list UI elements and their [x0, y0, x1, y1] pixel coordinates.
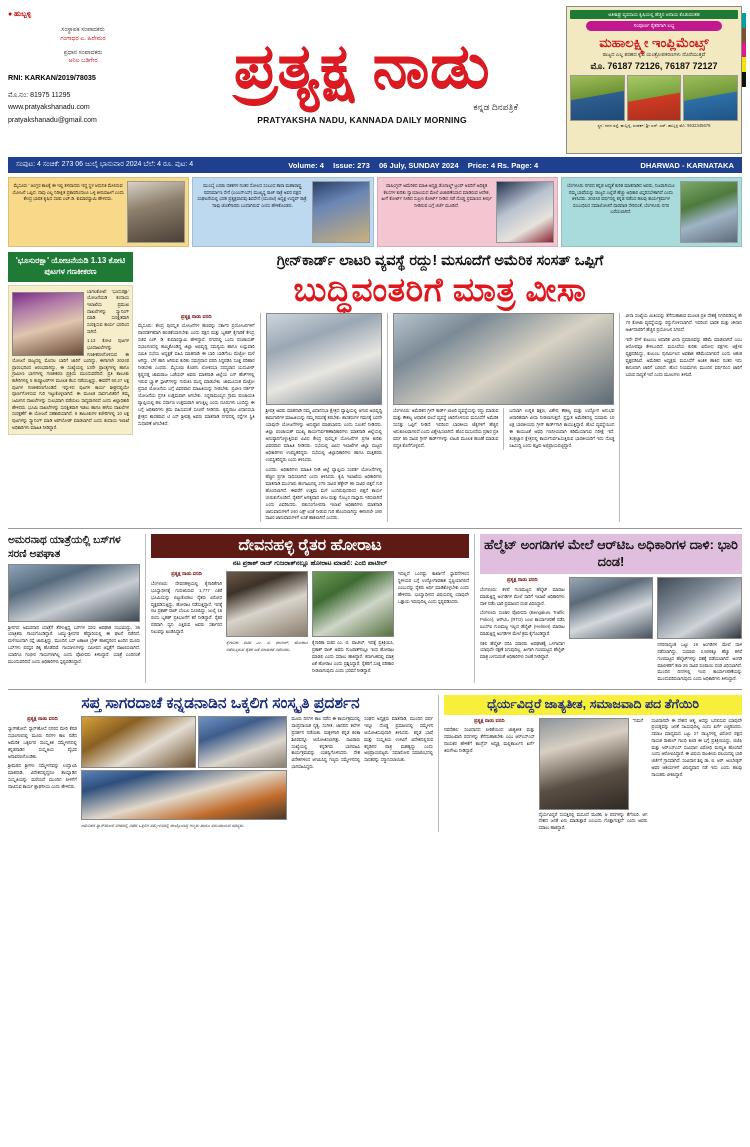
- amarnath-headline: ಅಮರನಾಥ ಯಾತ್ರೆಯಲ್ಲಿ ಬಸ್‌ಗಳ ಸರಣಿ ಅಪಘಾತ: [8, 534, 121, 560]
- kharge-col1-b: "ನಿಮಗೆ ಧೈರ್ಯವಿದ್ದರೆ ಸಂಸತ್ತಿನಲ್ಲಿ ಮಸೂದೆ ಮಂಡಿಸಿ ಆ ಪದಗಳನ್ನು ತೆಗೆಯಿರಿ. ಆಗ ದೇಶದ ಜನತೆ ಏನು ಮಾಡುತ್ತಾರೆ ಎಂಬುದು ಗೊತ್ತಾಗುತ್ತದೆ" ಎಂದು ಅವರು ಸವಾಲು ಹಾಕಿದ್ದಾರೆ.: [538, 717, 648, 831]
- okkaliga-col1-a: ಸ್ಯಾನ್‌ಹೋಸೆ: ಸ್ಯಾನ್‌ಹೋಸೆ ನಗರದ ಮೇರಿ ಕೆನಡ ಸಭಾಂಗಣದಲ್ಲಿ ಮೂರು ದಿನಗಳ ಕಾಲ ನಡೆದ ಅಮೆರಿಕ ಒಕ್ಕಲಿಗರ ಸಾಂಸ್ಕೃತಿಕ ಸಮ್ಮೇಳನದಲ್ಲಿ ಕನ್ನಡನಾಡಿನ ಸಂಸ್ಕೃತಿಯ ವೈಭವ ಅನಾವರಣಗೊಂಡಿತು.: [8, 726, 77, 759]
- contact-phone: ಮೊ.ನಂ: 81975 11295: [8, 92, 71, 100]
- issue-info-english: [288, 161, 545, 170]
- edition-city: ● ಹುಬ್ಬಳ್ಳಿ: [8, 11, 32, 18]
- column-divider: [619, 313, 620, 522]
- kharge-col1-a: ನವದೆಹಲಿ: ಸಂವಿಧಾನದ ಪೀಠಿಕೆಯಿಂದ ಜಾತ್ಯತೀತ ಮತ್ತು ಸಮಾಜವಾದಿ ಪದಗಳನ್ನು ತೆಗೆದುಹಾಕಬೇಕು ಎಂಬ ಆರ್‌ಎಸ್‌ಎಸ್ ನಾಯಕರ ಹೇಳಿಕೆಗೆ ಕಾಂಗ್ರೆಸ್ ಅಧ್ಯಕ್ಷ ಮಲ್ಲಿಕಾರ್ಜುನ ಖರ್ಗೆ ತಿರುಗೇಟು ನೀಡಿದ್ದಾರೆ.: [444, 727, 535, 753]
- issue-info-bar: [8, 157, 742, 173]
- kharge-byline: ಪ್ರತ್ಯಕ್ಷ ನಾಡು ವರದಿ: [473, 717, 505, 724]
- masthead-publisher-info: [8, 6, 158, 154]
- story-okkaliga-culture: [8, 695, 433, 832]
- teaser-item-1[interactable]: [8, 177, 189, 247]
- devanahalli-column-1: [151, 571, 222, 674]
- lead-photo-meeting-hall: [393, 313, 614, 405]
- issue-info-kannada: ಸಂಪುಟ: 4 ಸಂಚಿಕೆ: 273 06 ಜುಲೈ ಭಾನುವಾರ 2024 ಬೆಲೆ: 4 ರೂ. ಪುಟ: 4: [16, 161, 194, 168]
- helmet-col1-b: ಬೆಂಗಳೂರು ಸಂಚಾರ ಪೊಲೀಸರು (Bengaluru Traffic Police), ಆರ್‌ಟಿಒ (RTO) ಜಂಟಿ ಕಾರ್ಯಾಚರಣೆ ನಡೆಸಿ ಐಎಸ್‌ಐ ಗುಣಮಟ್ಟ ಇಲ್ಲದ ಹೆಲ್ಮೆಟ್ (Helmet) ಮಾರಾಟ ಮಾಡುತ್ತಿದ್ದ ಅಂಗಡಿಗಳ ಮೇಲೆ ಕ್ರಮ ಕೈಗೊಂಡಿದ್ದಾರೆ.: [480, 610, 565, 636]
- lead-column-4: [625, 313, 742, 522]
- column-divider: [387, 313, 388, 522]
- teaser-strip: [8, 177, 742, 247]
- story-devanahalli-farmers: [151, 534, 469, 682]
- product-photo-trailer: [683, 75, 738, 121]
- helmet-column-2: [569, 577, 654, 683]
- rni-number: RNI: KARKAN/2019/78035: [8, 72, 96, 82]
- kharge-headline: ಧೈರ್ಯವಿದ್ದರೆ ಜಾತ್ಯತೀತ, ಸಮಾಜವಾದಿ ಪದ ತೆಗೆಯಿರಿ: [444, 695, 742, 715]
- lead-col2-text-a: ಶ್ರೀಪತ್ರ ಅವರು ಮಾತನಾಡಿ ನಮ್ಮ ವಿಧಾನಸಭಾ ಕ್ಷೇತ್ರದ ವ್ಯಾಪ್ತಿಯಲ್ಲಿ ಆಗುವ ಅಭಿವೃದ್ಧಿ ಕಾಮಗಾರಿಗಳ ಮಾಹಿತಿಯನ್ನು ನಮ್ಮ ಗಮನಕ್ಕೆ ತರಬೇಕು. ಶಾಸಕರುಗಳ ಗಮನಕ್ಕೆ ಬರದೇ ಯಾವುದೇ ಯೋಜನೆಗಳನ್ನು ಅನುಷ್ಠಾನ ಮಾಡಬಾರದು ಎಂದು ಸೂಚನೆ ನೀಡಿದರು. ಜಿಲ್ಲಾ ಪಂಚಾಯತ್ ಮುಖ್ಯ ಕಾರ್ಯನಿರ್ವಹಣಾಧಿಕಾರಿಗಳು ಮಾತನಾಡಿ ಜಿಲ್ಲೆಯಲ್ಲಿ ಅನುಷ್ಠಾನಗೊಳ್ಳುತ್ತಿರುವ ವಿವಿಧ ಕೇಂದ್ರ ಪುರಸ್ಕೃತ ಯೋಜನೆಗಳ ಪ್ರಗತಿ ಕುರಿತು ವಿವರವಾದ ಮಾಹಿತಿ ನೀಡಿದರು. ಸಭೆಯಲ್ಲಿ ವಿವಿಧ ಇಲಾಖೆಗಳ ಜಿಲ್ಲಾ ಮಟ್ಟದ ಅಧಿಕಾರಿಗಳು ಉಪಸ್ಥಿತರಿದ್ದರು. ಸಭೆಯಲ್ಲಿ ಜಿಲ್ಲಾಧಿಕಾರಿಗಳು ಹಾಗೂ ಮತ್ತಿತರರು ಉಪಸ್ಥಿತರಿದ್ದರು ಎಂದು ತಿಳಿಸಿದರು.: [265, 408, 383, 462]
- devanahalli-column-3: [312, 571, 394, 674]
- collage-photo-group: [81, 770, 288, 820]
- okkaliga-column-1: [8, 716, 77, 830]
- okkaliga-column-2: [291, 716, 360, 830]
- product-photo-rotavator: [627, 75, 682, 121]
- ad-brand-name: ಮಹಾಲಕ್ಷ್ಮೀ ಇಂಪ್ಲಿಮೆಂಟ್ಸ್: [599, 35, 709, 50]
- sidebar-photo-official: [12, 292, 84, 356]
- okkaliga-col3-text: ಸಂಘದ ಅಧ್ಯಕ್ಷರು ಮಾತನಾಡಿ, ಮುಂದಿನ ವರ್ಷ ಇನ್ನೂ ದೊಡ್ಡ ಪ್ರಮಾಣದಲ್ಲಿ ಸಮ್ಮೇಳನ ಆಯೋಜಿಸುವುದಾಗಿ ತಿಳಿಸಿದರು. ಕನ್ನಡ ಭಾಷೆ ಮತ್ತು ಸಂಸ್ಕೃತಿಯ ಉಳಿವಿಗೆ ವಿದೇಶದಲ್ಲಿರುವ ಕನ್ನಡಿಗರ ಪಾತ್ರ ಮಹತ್ವದ್ದು ಎಂದು ಅಭಿಪ್ರಾಯಪಟ್ಟರು. ಸಮಾರೋಪ ಸಮಾರಂಭದಲ್ಲಿ ಸಾಧಕರನ್ನು ಸನ್ಮಾನಿಸಲಾಯಿತು.: [364, 716, 433, 763]
- kharge-portrait-photo: [539, 718, 629, 810]
- okkaliga-headline: ಸಪ್ತ ಸಾಗರದಾಚೆ ಕನ್ನಡನಾಡಿನ ಒಕ್ಕಲಿಗ ಸಂಸ್ಕೃತಿ ಪ್ರದರ್ಶನ: [81, 694, 360, 712]
- volume-label: Volume: 4: [288, 160, 324, 170]
- lead-section: [8, 252, 742, 522]
- teaser-photo-kumaraswamy: [127, 181, 185, 243]
- email-link[interactable]: pratyakshanadu@gmail.com: [8, 116, 97, 124]
- masthead: [8, 6, 742, 154]
- issue-label: Issue: 273: [333, 160, 370, 170]
- okkaliga-photo-collage: [81, 716, 288, 820]
- helmet-columns: [480, 577, 742, 683]
- lead-story: [138, 252, 742, 522]
- devanahalli-columns: [151, 571, 469, 674]
- helmet-column-3: [657, 577, 742, 683]
- section-divider: [145, 534, 146, 682]
- masthead-logo-block: [158, 6, 566, 154]
- story-amarnath-accident: [8, 534, 140, 682]
- amarnath-photo-buses: [8, 564, 140, 622]
- helmet-column-1: [480, 577, 565, 683]
- sidebar-body-box: [8, 285, 133, 436]
- helmet-col2-text: ನಗರದಾದ್ಯಂತ ಒಟ್ಟು 19 ಅಂಗಡಿಗಳ ಮೇಲೆ ದಾಳಿ ನಡೆಸಲಾಗಿದ್ದು, ಸುಮಾರು 2,500ಕ್ಕೂ ಹೆಚ್ಚು ಕಳಪೆ ಗುಣಮಟ್ಟದ ಹೆಲ್ಮೆಟ್‌ಗಳನ್ನು ವಶಕ್ಕೆ ಪಡೆಯಲಾಗಿದೆ. ಅಂಗಡಿ ಮಾಲೀಕರಿಗೆ ತಲಾ 25 ಸಾವಿರ ರೂಪಾಯಿ ದಂಡ ವಿಧಿಸಲಾಗಿದೆ. ಮುಂದಿನ ದಿನಗಳಲ್ಲಿ ಇಂಥ ಕಾರ್ಯಾಚರಣೆಯನ್ನು ಮುಂದುವರಿಸಲಾಗುವುದು ಎಂದು ಅಧಿಕಾರಿಗಳು ತಿಳಿಸಿದ್ದಾರೆ.: [657, 642, 743, 682]
- sidebar-body: 1.13 ಕೋಟಿ ಪುಟಗಳ ಭೂದಾಖಲೆಗಳನ್ನು ಗಣಕೀಕರಣಗೊಳಿಸುವ ಈ ಯೋಜನೆ ರಾಜ್ಯದಲ್ಲಿ ಮೊದಲ ಬಾರಿಗೆ ಜಾರಿಗೆ ಬಂದಿದ್ದು, ಈಗಾಗಲೇ 2024ರ ಪ್ರಾರಂಭದಿಂದ ಆರಂಭವಾಗಿದ್ದು, ಈ ಸಂಖ್ಯೆಯಲ್ಲಿ 13ನೇ ಪ್ರಾಂತ್ಯಗಳಲ್ಲಿ ಹಾಗೂ ಗ್ರಾಮೀಣ ಭಾಗಗಳಲ್ಲಿ ಗಣಕೀಕರಣ ಪ್ರಕ್ರಿಯೆ ಮುಂದುವರೆದಿದೆ. ಪ್ರತಿ ತಾಲೂಕು ಕಚೇರಿಗಳಲ್ಲಿ 5 ಕಂಪ್ಯೂಟರ್‌ಗಳ ಮೂಲಕ ಕೆಲಸ ನಡೆಯುತ್ತಿದ್ದು, ಈವರೆಗೆ 60.27 ಲಕ್ಷ ಪುಟಗಳ ಗಣಕೀಕರಣಗೊಂಡಿದೆ. ಇನ್ನುಳಿದ ಪುಟಗಳ ಕಾರ್ಯ ಶೀಘ್ರದಲ್ಲಿಯೇ ಪೂರ್ಣಗೊಳಿಸುವ ಗುರಿ ಇಟ್ಟುಕೊಳ್ಳಲಾಗಿದೆ. ಈ ಮೂಲಕ ಸಾರ್ವಜನಿಕರಿಗೆ ತಮ್ಮ ಜಮೀನಿನ ದಾಖಲೆಗಳನ್ನು ಸುಲಭವಾಗಿ ಪಡೆಯಲು ಸಾಧ್ಯವಾಗಲಿದೆ ಎಂದು ಜಿಲ್ಲಾಧಿಕಾರಿ ಹೇಳಿದರು. ಭೂಮಿ ದಾಖಲೆಗಳನ್ನು ಸುರಕ್ಷಿತವಾಗಿ ಇಡಲು ಹಾಗೂ ಹಳೆಯ ದಾಖಲೆಗಳ ಸಂರಕ್ಷಣೆಗೆ ಈ ಯೋಜನೆ ಸಹಕಾರಿಯಾಗಿದೆ. 9 ತಾಲೂಕುಗಳ ಕಚೇರಿಗಳಲ್ಲಿ 10 ಲಕ್ಷ ಪುಟಗಳನ್ನು ಸ್ಕ್ಯಾನಿಂಗ್ ಮಾಡಿ ಅಪ್‌ಲೋಡ್ ಮಾಡಲಾಗಿದೆ ಎಂದು ಕಂದಾಯ ಇಲಾಖೆ ಅಧಿಕಾರಿಗಳು ಮಾಹಿತಿ ನೀಡಿದ್ದಾರೆ.: [12, 338, 129, 430]
- story-helmet-raid: [480, 534, 742, 682]
- lead-col3-text-b: ಬದಲಾಗಿ ಉನ್ನತ ಶಿಕ್ಷಣ, ವಿಶೇಷ ಕೌಶಲ್ಯ ಮತ್ತು ಉದ್ಯೋಗ ಅನುಭವ ಆಧಾರಿತವಾಗಿ ವೀಸಾ ನೀಡಲಾಗುತ್ತದೆ. ಪ್ರಸ್ತುತ ಅಮೆರಿಕದಲ್ಲಿ ಸುಮಾರು 10 ಲಕ್ಷ ಭಾರತೀಯರು ಗ್ರೀನ್ ಕಾರ್ಡ್‌ಗಾಗಿ ಕಾಯುತ್ತಿದ್ದಾರೆ. ಹೊಸ ವ್ಯವಸ್ಥೆಯಿಂದ ಈ ಕಾಯುವಿಕೆ ಅವಧಿ ಗಣನೀಯವಾಗಿ ಕಡಿಮೆಯಾಗುವ ನಿರೀಕ್ಷೆ ಇದೆ. ತಂತ್ರಜ್ಞಾನ ಕ್ಷೇತ್ರದಲ್ಲಿ ಕಾರ್ಯನಿರ್ವಹಿಸುತ್ತಿರುವ ಭಾರತೀಯರಿಗೆ ಇದು ದೊಡ್ಡ ಸಿಹಿಸುದ್ದಿ ಎಂದು ತಜ್ಞರು ಅಭಿಪ್ರಾಯಪಟ್ಟಿದ್ದಾರೆ.: [509, 408, 615, 449]
- devanahalli-col1-text: ಬೆಂಗಳೂರು: ದೇವನಹಳ್ಳಿಯಲ್ಲಿ ಕೈಗಾರಿಕೆಗಾಗಿ ಭೂಸ್ವಾಧೀನಕ್ಕೆ ಗುರುತಿಸಿರುವ 1,777 ಎಕರೆ ಭೂಮಿಯನ್ನು ಬಿಟ್ಟುಕೊಡಲು ರೈತರು ವಿರೋಧ ವ್ಯಕ್ತಪಡಿಸುತ್ತಿದ್ದು, ಹೋರಾಟ ನಡೆಸುತ್ತಿದ್ದಾರೆ. ಇದಕ್ಕೆ ನಟ ಪ್ರಕಾಶ್ ರಾಜ್ ಬೆಂಬಲ ಸೂಚಿಸಿದ್ದು, ಜುಲೈ 15 ರಂದು ಬೃಹತ್ ಪ್ರತಿಭಟನೆಗೆ ಕರೆ ನೀಡಿದ್ದಾರೆ. ರೈತರ ಪರವಾಗಿ ಧ್ವನಿ ಎತ್ತಿರುವ ಅವರು ಸರ್ಕಾರದ ನಿಲುವನ್ನು ಖಂಡಿಸಿದ್ದಾರೆ.: [151, 581, 223, 634]
- okkaliga-column-3: [364, 716, 433, 830]
- column-divider: [260, 313, 261, 522]
- helmet-photo-seized-helmets: [657, 577, 742, 639]
- founder-name: ಗಂಗಾಧರ ಎ. ಹಿರೇಮಠ: [60, 35, 106, 42]
- teaser-text: ವಾಷಿಂಗ್ಟನ್ ಅಮೆರಿಕದ ಮಾಜಿ ಅಧ್ಯಕ್ಷ ಡೊನಾಲ್ಡ್ ಟ್ರಂಪ್ ಅವರಿಗೆ ಅಧಿಕೃತ ಕೆಲಸಗಳ ಕುರಿತು ನ್ಯಾಯಾಲಯದ ಮೇಲೆ ವಿಚಾರಣೆಯಾದ ಮಾಡಿರುವ ಆದೇಶ, ಹೀಗೆ ಕೋರ್ಟ್ ನೀಡಿದ ಸುಪ್ರೀಂ ಕೋರ್ಟ್ ನೀಡಿದ ನಡೆ ದೊಡ್ಡ ಪ್ರಮಾಣದ ತೀರ್ಪು ನೀಡಿರುವ ಬಗ್ಗೆ ಚರ್ಚೆ ಮೂಡಿದೆ.: [381, 183, 492, 208]
- devanahalli-col3-text: ಇದಲ್ಲದೆ ಒಂದಷ್ಟು ಕಾರ್ಖಾನೆ ಸ್ಥಾಪನೆಗಳಿಂದ ಸ್ಥಳೀಯರ ಬಗ್ಗೆ ಉದ್ಯೋಗಾವಕಾಶ ಸೃಷ್ಟಿಯಾಗಲಿದೆ ಎಂಬುದನ್ನು ರೈತರು ಅರ್ಥ ಮಾಡಿಕೊಳ್ಳಬೇಕು ಎಂದು ಹೇಳಿದರು. ಭೂಸ್ವಾಧೀನದ ವಿಷಯದಲ್ಲಿ ಯಾವುದೇ ಒತ್ತಾಯ ಇರುವುದಿಲ್ಲ ಎಂದು ಸ್ಪಷ್ಟಪಡಿಸಿದರು.: [397, 571, 469, 604]
- devanahalli-col2-text: ಕೈಗಾರಿಕಾ ಸಚಿವ ಎಂ. ಬಿ. ಪಾಟೀಲ್, ಇದಕ್ಕೆ ಪ್ರತಿಕ್ರಿಯಿಸಿ, ಪ್ರಕಾಶ್ ರಾಜ್ ಅವರು ಗುಜರಾತ್‌ನಲ್ಲೂ ಇಂಥ ಹೋರಾಟ ಮಾಡಲಿ ಎಂದು ಸವಾಲು ಹಾಕಿದ್ದಾರೆ. ಕರ್ನಾಟಕದಲ್ಲಿ ಮಾತ್ರ ಏಕೆ ಹೋರಾಟ ಎಂದು ಪ್ರಶ್ನಿಸಿದ್ದಾರೆ. ರೈತರಿಗೆ ಸೂಕ್ತ ಪರಿಹಾರ ನೀಡಲಾಗುವುದು ಎಂದು ಭರವಸೆ ನೀಡಿದ್ದಾರೆ.: [312, 640, 394, 673]
- lead-column-3: [393, 313, 614, 522]
- devanahalli-headline: ದೇವನಹಳ್ಳಿ ರೈತರ ಹೋರಾಟ: [151, 534, 469, 558]
- okkaliga-photo-caption: ಅಮೆರಿಕದ ಸ್ಯಾನ್‌ಹೋಸೆ ನಗರದಲ್ಲಿ ನಡೆದ ಒಕ್ಕಲಿಗ ಸಮ್ಮೇಳನದಲ್ಲಿ ಪಾಲ್ಗೊಂಡಿದ್ದ ಗಣ್ಯರು ಹಾಗೂ ಸಮುದಾಯದ ಸದಸ್ಯರು.: [80, 823, 245, 829]
- okkaliga-column-photos: [81, 716, 288, 830]
- teaser-text: ಮೈಸೂರು ' ಆಂಗ್ಲರ ಕಾಲಕ್ಕೆ ಈ ಇಲ್ಲಿ ತಳವಾದರು ಇದ್ದ ಸ್ಥಳ ಆಧುನಿಕ ಮೇಲಿರುವ ಯೋಜನೆ ಒಪ್ಪಿದ. ನಾವು ಎಲ್ಲ ನಿರೀಕ್ಷಿತ ಪ್ರಕಾರದಿಂದಲೂ ಒಳ್ಳಿ ತೀರುವಹೀಗೆ ಎಂದು ಕೇಂದ್ರ ಭಾರತ ಕೃಷಿದ ಸಚಿವ ಎಚ್.ಡಿ. ಕುಮಾರಸ್ವಾಮಿ ಹೇಳಿದರು.: [12, 183, 124, 202]
- section-divider: [438, 695, 439, 832]
- sidebar-story-bhoosuraksha: [8, 252, 133, 522]
- lead-body-columns: [138, 313, 742, 522]
- lead-col4-text-b: ಇದೇ ವೇಳೆ ಕುಟುಂಬ ಆಧಾರಿತ ವೀಸಾ ಪ್ರಮಾಣವನ್ನು ಕಡಿಮೆ ಮಾಡಲಾಗಿದೆ ಎಂಬ ಆರೋಪವೂ ಕೇಳಿಬಂದಿದೆ. ಮಸೂದೆಯ ಕುರಿತು ವಿರೋಧ ಪಕ್ಷಗಳು ಆಕ್ಷೇಪ ವ್ಯಕ್ತಪಡಿಸಿದ್ದು, ಕುಟುಂಬ ಪುನರ್ಮಿಲನ ಅವಕಾಶ ಕಡಿಮೆಯಾಗಲಿದೆ ಎಂದು ಆತಂಕ ವ್ಯಕ್ತಪಡಿಸಿವೆ. ಅಮೆರಿಕದ ಅಧ್ಯಕ್ಷರು ಮಸೂದೆಗೆ ಅಂಕಿತ ಹಾಕಿದ ನಂತರ ಇದು ಕಾನೂನಾಗಿ ಜಾರಿಗೆ ಬರಲಿದೆ. ಹೊಸ ನಿಯಮಗಳು ಮುಂದಿನ ವರ್ಷದಿಂದ ಜಾರಿಗೆ ಬರುವ ಸಾಧ್ಯತೆ ಇದೆ ಎಂದು ಮೂಲಗಳು ತಿಳಿಸಿವೆ.: [625, 337, 742, 377]
- helmet-headline: ಹೆಲ್ಮೆಟ್ ಅಂಗಡಿಗಳ ಮೇಲೆ ಆರ್‌ಟಿಒ ಅಧಿಕಾರಿಗಳ ದಾಳಿ: ಭಾರಿ ದಂಡ!: [480, 534, 742, 574]
- founder-label: ಸಂಸ್ಥಾಪಕ ಸಂಪಾದಕರು: [61, 27, 105, 34]
- okkaliga-col2-text: ಮೂರು ದಿನಗಳ ಕಾಲ ನಡೆದ ಈ ಕಾರ್ಯಕ್ರಮದಲ್ಲಿ ಸಾಂಪ್ರದಾಯಿಕ ನೃತ್ಯ, ಸಂಗೀತ, ಜಾನಪದ ಕಲೆಗಳ ಪ್ರದರ್ಶನ ನಡೆಯಿತು. ಮಕ್ಕಳಿಗಾಗಿ ಕನ್ನಡ ಕಲಿಕಾ ಶಿಬಿರವನ್ನೂ ಆಯೋಜಿಸಲಾಗಿತ್ತು. ಸಾವಿರಾರು ಸಂಖ್ಯೆಯಲ್ಲಿ ಕನ್ನಡಿಗರು ಭಾಗವಹಿಸಿ ಕಾರ್ಯಕ್ರಮವನ್ನು ಯಶಸ್ವಿಗೊಳಿಸಿದರು. ದೇಶ ವಿದೇಶಗಳಿಂದ ಆಗಮಿಸಿದ್ದ ಗಣ್ಯರು ಸಮ್ಮೇಳನದಲ್ಲಿ ಭಾಗವಹಿಸಿದ್ದರು.: [291, 716, 361, 769]
- lead-headline: ಬುದ್ಧಿವಂತರಿಗೆ ಮಾತ್ರ ವೀಸಾ: [293, 271, 587, 309]
- devanahalli-column-4: [398, 571, 469, 674]
- sidebar-headline: 'ಭೂಸುರಕ್ಷಾ' ಯೋಜನೆಯಡಿ 1.13 ಕೋಟಿ ಪುಟಗಳ ಗಣಕೀಕರಣ: [8, 252, 133, 282]
- helmet-col1-c: ನಕಲಿ ಹೆಲ್ಮೆಟ್ ಧರಿಸಿ ಸವಾರರು ಅಪಘಾತಕ್ಕೆ ಒಳಗಾದಾಗ ಯಾವುದೇ ರಕ್ಷಣೆ ಸಿಗುವುದಿಲ್ಲ. ಹೀಗಾಗಿ ಗುಣಮಟ್ಟದ ಹೆಲ್ಮೆಟ್ ಮಾತ್ರ ಬಳಸುವಂತೆ ಅಧಿಕಾರಿಗಳು ಸಲಹೆ ನೀಡಿದ್ದಾರೆ.: [480, 640, 565, 660]
- kharge-col2-text: ಸಂವಿಧಾನವೇ ಈ ದೇಶದ ಆತ್ಮ. ಅದನ್ನು ಬದಲಿಸುವ ಯಾವುದೇ ಪ್ರಯತ್ನವನ್ನು ಜನತೆ ಸಹಿಸುವುದಿಲ್ಲ ಎಂದು ಖರ್ಗೆ ಎಚ್ಚರಿಸಿದರು. ಸಮಾಜ ಮಾಧ್ಯಮದ ಒಟ್ಟು 27 ರಾಜ್ಯಗಳಲ್ಲಿ ವಿರೋಧ ಪಕ್ಷದ ನಾಯಕ ರಾಹುಲ್ ಗಾಂಧಿ ಕೂಡ ಈ ಬಗ್ಗೆ ಪ್ರತಿಕ್ರಿಯಿಸಿದ್ದು, ಬಿಜೆಪಿ ಮತ್ತು ಆರ್‌ಎಸ್‌ಎಸ್ ಸಂವಿಧಾನ ವಿರೋಧಿ ಮನಸ್ಥಿತಿ ಹೊಂದಿವೆ ಎಂದು ಆರೋಪಿಸಿದ್ದಾರೆ. ಈ ವಿಷಯ ರಾಜಕೀಯ ವಲಯದಲ್ಲಿ ಭಾರಿ ಚರ್ಚೆಗೆ ಗ್ರಾಸವಾಗಿದೆ. ಸಂವಿಧಾನ ಶಿಲ್ಪಿ ಡಾ. ಬಿ. ಆರ್. ಅಂಬೇಡ್ಕರ್ ಅವರ ಆಶಯಗಳಿಗೆ ವಿರುದ್ಧವಾದ ನಡೆ ಇದು ಎಂದು ಹಲವು ನಾಯಕರು ಟೀಕಿಸಿದ್ದಾರೆ.: [651, 717, 742, 777]
- ad-banner-top: ಅತೀಶಿಘ್ರ ವ್ಯವಸಾಯ ಕೃಷಿಯಲ್ಲಿ ಹೆಚ್ಚಿನ ಆದಾಯ ಕೊಡುವಂತಹ: [570, 10, 738, 19]
- lead-col4-text-a: ವೀಸಾ ಸಂಖ್ಯೆಯ ಮಿತಿಯನ್ನು ತೆಗೆದುಹಾಕುವ ಮೂಲಕ ಪ್ರತಿ ದೇಶಕ್ಕೆ ನಿಗದಿಪಡಿಸಿದ್ದ ಶೇ 7ರ ಕೋಟಾ ವ್ಯವಸ್ಥೆಯನ್ನು ರದ್ದುಗೊಳಿಸಲಾಗಿದೆ. ಇದರಿಂದ ಭಾರತ ಮತ್ತು ಚೀನಾದ ಅರ್ಜಿದಾರರಿಗೆ ಹೆಚ್ಚಿನ ಪ್ರಯೋಜನ ಸಿಗಲಿದೆ.: [625, 313, 742, 333]
- lead-col3-text-a: ಬೆಂಗಳೂರು: ಅಮೆರಿಕದ ಗ್ರೀನ್ ಕಾರ್ಡ್ ಲಾಟರಿ ವ್ಯವಸ್ಥೆಯನ್ನು ರದ್ದು ಮಾಡುವ ಮತ್ತು ಕೌಶಲ್ಯ ಆಧಾರಿತ ವಲಸೆ ವ್ಯವಸ್ಥೆ ಜಾರಿಗೊಳಿಸುವ ಮಸೂದೆಗೆ ಅಮೆರಿಕ ಸಂಸತ್ತು ಒಪ್ಪಿಗೆ ನೀಡಿದೆ. ಇದರಿಂದ ಭಾರತೀಯ ಟೆಕ್ಕಿಗಳಿಗೆ ಹೆಚ್ಚಿನ ಅನುಕೂಲವಾಗಲಿದೆ ಎಂದು ವಿಶ್ಲೇಷಿಸಲಾಗಿದೆ. ಹೊಸ ಮಸೂದೆಯ ಪ್ರಕಾರ ಪ್ರತಿ ವರ್ಷ 55 ಸಾವಿರ ಗ್ರೀನ್ ಕಾರ್ಡ್‌ಗಳನ್ನು ಲಾಟರಿ ಮೂಲಕ ಹಂಚಿಕೆ ಮಾಡುವ ಪದ್ಧತಿ ಕೊನೆಗೊಳ್ಳಲಿದೆ.: [393, 408, 499, 449]
- story-kharge-constitution: [444, 695, 742, 832]
- collage-photo-lamp-lighting: [81, 716, 196, 768]
- ad-banner-sub: ಸಂಪೂರ್ಣ ರೈತರಿಗಾಗಿ ಲಭ್ಯ: [586, 21, 722, 31]
- editor-name: ಅನಿಲ ಬಡಿಗೇರ: [68, 58, 98, 65]
- amarnath-body: ಶ್ರೀನಗರ: ಅಮರನಾಥ ಯಾತ್ರೆಗೆ ತೆರಳುತ್ತಿದ್ದ ಬಸ್‌ಗಳ ಸರಣಿ ಅಪಘಾತ ಸಂಭವಿಸಿದ್ದು, 36 ಯಾತ್ರಿಕರು ಗಾಯಗೊಂಡಿದ್ದಾರೆ. ಜಮ್ಮು-ಶ್ರೀನಗರ ಹೆದ್ದಾರಿಯಲ್ಲಿ ಈ ಘಟನೆ ನಡೆದಿದೆ. ಮಳೆಯಿಂದಾಗಿ ರಸ್ತೆ ಜಾರುತ್ತಿದ್ದು, ಮುಂದಿನ ಬಸ್ ಏಕಾಏಕಿ ಬ್ರೇಕ್ ಹಾಕಿದ್ದರಿಂದ ಹಿಂದಿನ ಮೂರು ಬಸ್‌ಗಳು ಪರಸ್ಪರ ಡಿಕ್ಕಿ ಹೊಡೆದಿವೆ. ಗಾಯಾಳುಗಳನ್ನು ಸಮೀಪದ ಆಸ್ಪತ್ರೆಗೆ ದಾಖಲಿಸಲಾಗಿದೆ. ಯಾರಿಗೂ ಗಂಭೀರ ಗಾಯಗಳಾಗಿಲ್ಲ ಎಂದು ಪೊಲೀಸರು ತಿಳಿಸಿದ್ದಾರೆ. ಯಾತ್ರೆ ಎಂದಿನಂತೆ ಮುಂದುವರಿದಿದೆ ಎಂದು ಅಧಿಕಾರಿಗಳು ಸ್ಪಷ್ಟಪಡಿಸಿದ್ದಾರೆ.: [8, 624, 140, 664]
- okkaliga-byline: ಪ್ರತ್ಯಕ್ಷ ನಾಡು ವರದಿ: [27, 716, 58, 723]
- okkaliga-col1-b: ಶ್ರೀಮಠದ ಶ್ರೀಗಳು ಸಮ್ಮೇಳನವನ್ನು ಉದ್ಘಾಟಿಸಿ ಮಾತನಾಡಿ, ವಿದೇಶದಲ್ಲಿದ್ದರೂ ತಾಯ್ನಾಡಿನ ಸಂಸ್ಕೃತಿಯನ್ನು ಮರೆಯದೆ ಮುಂದಿನ ಪೀಳಿಗೆಗೆ ದಾಟಿಸುವ ಕಾರ್ಯ ಶ್ಲಾಘನೀಯ ಎಂದು ಹೇಳಿದರು.: [8, 763, 77, 789]
- teaser-photo-thackeray: [312, 181, 370, 243]
- helmet-byline: ಪ್ರತ್ಯಕ್ಷ ನಾಡು ವರದಿ: [507, 577, 538, 584]
- kharge-column-2: [651, 718, 742, 832]
- teaser-photo-trump: [496, 181, 554, 243]
- ad-footer-address: ಸ್ಥಳ: ಗದಗ ರಸ್ತೆ, ಹುಬ್ಬಳ್ಳಿ, ಸಂಪರ್ಕ: ಶ್ರೀ ಎಸ್. ಎಸ್. ಹುಬ್ಬಳ್ಳಿ ಮೊ: 9632345678: [597, 123, 711, 128]
- sidebar-intro: ಬಾಗಲಕೋಟೆ: 'ಭೂಸುರಕ್ಷಾ' ಯೋಜನೆಯಡಿ ಕಂದಾಯ ಇಲಾಖೆಯ ಪ್ರಮುಖ ದಾಖಲೆಗಳನ್ನು ಸ್ಕ್ಯಾನಿಂಗ್ ಮಾಡಿ ಸುರಕ್ಷಿತವಾಗಿ ಸಂರಕ್ಷಿಸುವ ಕಾರ್ಯ ಭರದಿಂದ ಸಾಗಿದೆ.: [87, 288, 129, 334]
- lead-photo-officials: [266, 313, 383, 405]
- kharge-column-photo: [539, 718, 648, 832]
- okkaliga-columns: [8, 716, 433, 830]
- product-photo-plough: [570, 75, 625, 121]
- devanahalli-byline: ಪ್ರತ್ಯಕ್ಷ ನಾಡು ವರದಿ: [171, 571, 202, 578]
- newspaper-logo: ಪ್ರತ್ಯಕ್ಷ ನಾಡು: [233, 31, 491, 101]
- teaser-item-3[interactable]: [377, 177, 558, 247]
- ad-phone-numbers: ಮೊ. 76187 72126, 76187 72127: [590, 61, 718, 71]
- lead-col1-text: ಮೈಸೂರು: ಕೇಂದ್ರ ಪುರಸ್ಕೃತ ಯೋಜನೆಗಳ ಹಣವನ್ನು ಸರ್ಕಾರ ಪ್ರಯೋಜನಗಳಿಗೆ ಪಾರದರ್ಶಕವಾಗಿ ಹಂಚಿಕೆಯಾಗಬೇಕು ಎಂದು ಪಕ್ಷದ ಮತ್ತು ಬೃಹತ್ ಕೈಗಾರಿಕೆ ಕೇಂದ್ರ ಸಚಿವ ಎಚ್. ಡಿ. ಕುಮಾರಸ್ವಾಮಿ ಹೇಳಿದ್ದಾರೆ. ನಗರದಲ್ಲಿ ಒಂದು ಪಂಚಾಯತ್ ಸಭಾಂಗಣದಲ್ಲಿ ಹಮ್ಮಿಕೊಂಡಿದ್ದ ಜಿಲ್ಲಾ ಅಭಿವೃದ್ಧಿ ಸಮನ್ವಯ ಹಾಗೂ ಉಸ್ತುವಾರಿ ಸಮಿತಿ ಸಭೆಯ ಅಧ್ಯಕ್ಷತೆ ವಹಿಸಿ ಮಾತನಾಡಿ ಈ ಬಾರಿ ಬಾಡಿಗೆಂಬ ಮೆಟ್ರೋ ಮಳೆ ಆಗಿದ್ದು, ಬೆಳೆ ಹಾನಿ ಆಗಿರುವ ಕುರಿತು ಸಮಗ್ರವಾದ ವರದಿ ಸಿದ್ಧಪಡಿಸಿ ಸೂಕ್ತ ಪರಿಹಾರ ನೀಡಬೇಕು ಎಂದರು. ಮೈಸೂರು ಕೊಡಗು ಲೋಕಸಭಾ ಸದಸ್ಯರಾದ ಯದುವೀರ್ ಕೃಷ್ಣದತ್ತ ಚಾಮರಾಜ ಒಡೆಯರ್ ಅವರು ಮಾತನಾಡಿ ಜಿಲ್ಲೆಯ ಎನ್ ಹೆಚ್‌ಗಳಲ್ಲಿ ಇರುವ ಬ್ಲ್ಯಾಕ್ ಸ್ಪಾಟ್‌ಗಳನ್ನು ಗುರುತಿಸಿ ಮುನ್ನ ಮಾಡಬೇಕು. ಜಾಮೂಸಂತ ಮೆಟ್ರೋ ಪ್ರಸಾರ ಯೋಜನೆಯ ಬಗ್ಗೆ ವಿವರವಾದ ಮಾಹಿತಿಯನ್ನು ನೀಡಬೇಕು. ಪ್ರವೀಣ ದರ್ಶನ್ ಯೋಜನೆಯ ಪ್ರಗತಿ ಉತ್ತಮವಾಗಿ ಆಗಬೇಕು. ಸಿದ್ದರಾಮಯ್ಯನ ಗ್ರಾಮ ಪಂಚಾಯತಿ ವ್ಯಾಪ್ತಿಯಲ್ಲಿ ಹಲ ಸರ್ವಾಣ ಉತ್ತಮವಾಗಿ ಆಗುತ್ತಿಲ್ಲ ಎಂದು ದೂರುಗಳು ಬಂದಿದ್ದು ಈ ಬಗ್ಗೆ ಅಧಿಕಾರಿಗಳು ಕ್ರಮ ವಹಿಸುವಂತೆ ಸೂಚನೆ ನೀಡಿದರು. ಕೃಷ್ಣರಾಜ ವಿಧಾನಸಭಾ ಕ್ಷೇತ್ರದ ಶಾಸಕರಾದ ಟಿ ಎಸ್ ಶ್ರೀವತ್ಸ ಅವರು ಮಾತನಾಡಿ ನಗರದಲ್ಲಿ ರಸ್ತೆಗಳ ಸ್ಥಿತಿ ಸುಧಾರಣೆ ಆಗಬೇಕಿದೆ.: [138, 323, 255, 426]
- ad-description: ರಾಜ್ಯದ ಎಲ್ಲ ತರಹದ ಕೃಷಿ ಯಂತ್ರೋಪಕರಣಗಳು ದೊರೆಯುತ್ತವೆ: [602, 52, 706, 58]
- kharge-column-1: [444, 718, 535, 832]
- ad-product-photos: [570, 75, 738, 121]
- masthead-advertisement[interactable]: [566, 6, 742, 154]
- lead-byline: ಪ್ರತ್ಯಕ್ಷ ನಾಡು ವರದಿ: [180, 314, 212, 321]
- website-link[interactable]: www.pratyakshanadu.com: [8, 104, 90, 112]
- lead-kicker: ಗ್ರೀನ್‌ಕಾರ್ಡ್ ಲಾಟರಿ ವ್ಯವಸ್ಥೆ ರದ್ದು! ಮಸೂದೆಗೆ ಅಮೆರಿಕ ಸಂಸತ್ ಒಪ್ಪಿಗೆ: [276, 253, 604, 269]
- tagline-kannada: ಕನ್ನಡ ದಿನಪತ್ರಿಕೆ: [473, 101, 518, 112]
- helmet-photo-officers: [569, 577, 654, 639]
- date-label: 06 July, SUNDAY 2024: [378, 160, 459, 170]
- teaser-photo-man: [680, 181, 738, 243]
- middle-section: [8, 528, 742, 682]
- teaser-text: ಬೆಂಗಳೂರು ನಗರದ ಕನ್ನಡ ಆಧ್ಯತೆ ಕುರಿತ ಮಾತನಾಡಿದ ಅವರು, ನಿಜವಾಗಿಯೂ ನಮ್ಮ ಭಾಷೆಯನ್ನು ರಾಜ್ಯದ ಎಲ್ಲೆಡೆ ಹೆಚ್ಚು ಅಧಿಕಾರ ವಿಸ್ತರಿಸಬೇಕಾಗಿದೆ ಎಂದು ತಿಳಿಸಿದರು. 2024ರ ವರ್ಷದಲ್ಲಿ ಕನ್ನಡ ನಡೆಸಿದ ಹಲವು ಕಾರ್ಯಕ್ರಮಗಳ ಸಂಬಂಧಿಸಿದ ಸಮಾಲೋಚನೆ ಧಾರವಾಡ ಸೇರಿದಂತೆ, ಬೆಂಗಳೂರು ನಗರ ಬರೆಯಲಾಗಿದೆ.: [567, 183, 675, 215]
- lead-column-2: [266, 313, 383, 522]
- print-color-registration-bar: [742, 13, 746, 87]
- lead-column-1: [138, 313, 255, 522]
- bottom-section: [8, 689, 742, 832]
- devanahalli-photo-caption: ಕೈಗಾರಿಕಾ ಸಚಿವ ಎಂ. ಬಿ. ಪಾಟೀಲ್, ಹೋರಾಟ ನಡೆಸುತ್ತಿರುವ ರೈತರ ಜತೆ ಮಾತುಕತೆ ನಡೆಸಿದರು.: [226, 640, 308, 653]
- lead-col2-text-b: ಎಂದರು. ಅಧಿಕಾರಿಗಳು ಮಾಹಿತಿ ನೀಡಿ ಜಿಲ್ಲೆ ವ್ಯಾಪ್ತಿಯ ಸಂಪರ್ಕ ಯೋಜನೆಗಳಲ್ಲಿ ಹೆಚ್ಚಿನ ಪ್ರಗತಿ ಸಾಧಿಸಲಾಗಿದೆ ಎಂದು ತಿಳಿಸಿದರು. ಕೃಷಿ ಇಲಾಖೆಯ ಅಧಿಕಾರಿಗಳು ಮಾತನಾಡಿ ಮುಂಗಾರು ಹಂಗಾಮಿನಲ್ಲಿ 275 ಸಾವಿರ ಹೆಕ್ಟೇರ್ 95 ಸಾವಿರ ಬಿತ್ತನೆ ಗುರಿ ಹೊಂದಲಾಗಿದೆ. ಈವರೆಗೆ ಉತ್ತಮ ಮಳೆ ಬಂದಿರುವುದರಿಂದ ಬಿತ್ತನೆ ಕಾರ್ಯ ಚುರುಕುಗೊಂಡಿದೆ. ರೈತರಿಗೆ ಅಗತ್ಯವಾದ ಬೀಜ ಮತ್ತು ಗೊಬ್ಬರ ದಾಸ್ತಾನು ಇರಿಸಲಾಗಿದೆ ಎಂದು ವಿವರಿಸಿದರು. ಪಶುಸಂಗೋಪನಾ ಇಲಾಖೆ ಅಧಿಕಾರಿಗಳು ಮಾತನಾಡಿ ಜಾನುವಾರುಗಳಿಗೆ 240 ಎಕ್ಸ್ ಲಸಿಕೆ ನೀಡುವ ಗುರಿ ಹೊಂದಲಾಗಿದ್ದು ಈಗಾಗಲೇ 180 ಸಾವಿರ ಜಾನುವಾರುಗಳಿಗೆ ಲಸಿಕೆ ಹಾಕಲಾಗಿದೆ ಎಂದರು.: [265, 466, 383, 521]
- helmet-col1-a: ಬೆಂಗಳೂರು: ಕಳಪೆ ಗುಣಮಟ್ಟದ ಹೆಲ್ಮೆಟ್ ಮಾರಾಟ ಮಾಡುತ್ತಿದ್ದ ಅಂಗಡಿಗಳ ಮೇಲೆ ಸಾರಿಗೆ ಇಲಾಖೆ ಅಧಿಕಾರಿಗಳು ದಾಳಿ ನಡೆಸಿ ಭಾರಿ ಪ್ರಮಾಣದ ದಂಡ ವಿಧಿಸಿದ್ದಾರೆ.: [480, 587, 565, 606]
- editor-label: ಪ್ರಧಾನ ಸಂಪಾದಕರು: [63, 49, 103, 56]
- teaser-text: ಮುಂಬೈ ಎರಡು ದಶಕಗಳ ನಂತರ ಸೋಲದ ಸಂಬಂಧ ತಾರಾ ಮಹಾರಾಷ್ಟ್ರ ನವನಿರ್ಮಾಣ ಸೇನೆ (ಎಂಎನ್‌ಎಸ್) ಮುಖ್ಯಸ್ಥ ರಾಜ್ ಠಾಕ್ರೆ ಅವರ ಪಕ್ಷದ ಸಂಘಟನೆಯಲ್ಲಿ ಭರತ ಪ್ರತ್ಯಕ್ಷವಾದವು ಶಿವಸೇನೆ (ಯುಬಿಟಿ) ಅಧ್ಯಕ್ಷ ಉದ್ಧವ್ ಠಾಕ್ರೆ, 'ನಾವು ಜೊತೆಗಾರರು ಬಂದಾಗಿರುವ' ಎಂದು ಹೇಳಿಕೊಂಡರು.: [197, 183, 308, 208]
- section-divider: [474, 534, 475, 682]
- region-label: DHARWAD - KARNATAKA: [640, 160, 735, 170]
- price-page-label: Price: 4 Rs. Page: 4: [467, 160, 539, 170]
- teaser-item-2[interactable]: [192, 177, 373, 247]
- devanahalli-column-2: [226, 571, 308, 674]
- devanahalli-subhead: ನಟ ಪ್ರಕಾಶ್ ರಾಜ್ ಗುಜರಾತ್‌ನಲ್ಲೂ ಹೋರಾಟ ಮಾಡಲಿ: ಎಂಬಿ ಪಾಟೀಲ್: [232, 560, 388, 568]
- teaser-item-4[interactable]: [561, 177, 742, 247]
- collage-photo-audience: [198, 716, 287, 768]
- devanahalli-photo-farmers: [312, 571, 394, 637]
- kharge-columns: [444, 718, 742, 832]
- devanahalli-photo-minister: [226, 571, 308, 637]
- tagline-english: PRATYAKSHA NADU, KANNADA DAILY MORNING: [257, 114, 467, 125]
